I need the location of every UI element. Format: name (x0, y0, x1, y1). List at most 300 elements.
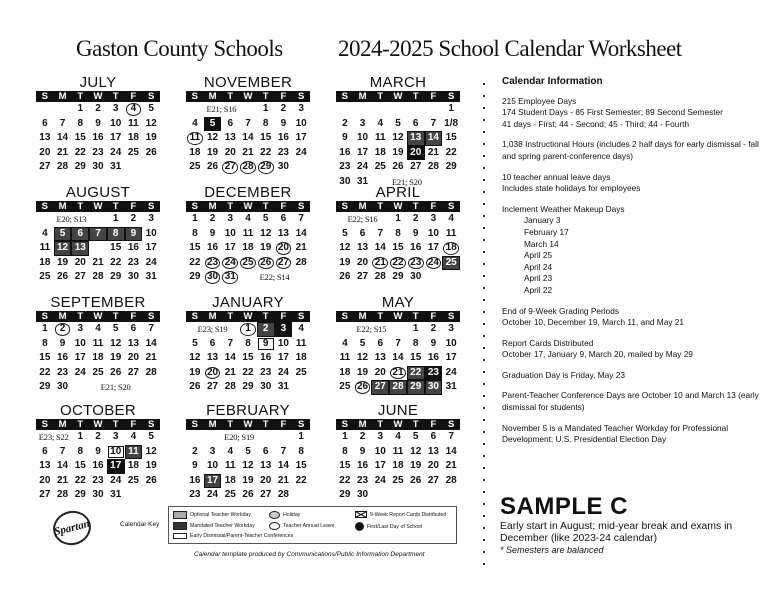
day-cell: 18 (39, 256, 51, 268)
info-line: 1,038 Instructional Hours (includes 2 half days for early dismissal - fall and spring parent-conference days) (502, 139, 759, 161)
day-cell: 16 (357, 460, 369, 471)
day-cell: 7 (430, 117, 437, 129)
day-count-note: E20; S19 (224, 432, 255, 442)
day-cell: 24 (295, 146, 307, 158)
day-cell: 3 (359, 117, 366, 129)
weekday-label: F (130, 419, 137, 430)
day-cell: 1 (42, 323, 48, 334)
weekday-label: T (412, 201, 419, 212)
key-firstlast-label: First/Last Day of School (367, 523, 423, 530)
day-cell: 16 (57, 352, 69, 363)
day-count-note: E23; S22 (38, 432, 69, 442)
day-cell: 26 (354, 380, 372, 395)
day-count-note: E23; S19 (197, 324, 228, 334)
weekday-label: W (243, 91, 253, 102)
weekday-label: S (341, 419, 349, 430)
day-cell: 11 (224, 460, 236, 471)
day-cell: 6 (280, 213, 287, 224)
day-cell: 2 (54, 322, 72, 337)
key-holiday (269, 511, 300, 519)
day-cell: 6 (430, 431, 437, 442)
month-name: MARCH (369, 74, 427, 91)
day-cell: 18 (339, 366, 351, 378)
day-cell: 2 (430, 323, 437, 334)
weekday-header (186, 311, 310, 322)
weekday-label: T (262, 91, 269, 102)
mandated-swatch-icon (173, 522, 187, 530)
day-cell: 7 (280, 445, 287, 457)
key-mandated (173, 522, 255, 530)
day-cell: 29 (242, 381, 254, 392)
info-line: Parent-Teacher Conference Days are October 10 and March 13 (early dismissal for students) (502, 390, 759, 413)
day-cell: 7 (59, 445, 66, 457)
day-cell: 20 (39, 146, 51, 158)
day-cell: 10 (427, 227, 439, 239)
sample-note: * Semesters are balanced (500, 545, 604, 555)
weekday-label: T (112, 201, 119, 212)
day-cell: 27 (39, 161, 51, 172)
day-cell: 24 (425, 256, 443, 271)
day-cell: 8 (245, 337, 251, 349)
day-cell: 24 (277, 366, 289, 378)
day-cell: 29 (339, 489, 351, 500)
day-cell: 9 (257, 337, 275, 352)
key-report (355, 511, 446, 518)
day-cell: 2 (280, 103, 287, 114)
day-cell: 27 (127, 366, 139, 378)
day-cell: 14 (145, 337, 157, 349)
day-cell: 17 (374, 460, 386, 471)
empty-cell (389, 102, 407, 117)
weekday-label: M (358, 311, 367, 322)
day-cell: 30 (357, 489, 369, 500)
day-cell: 22 (295, 474, 307, 486)
day-cell: 23 (92, 474, 104, 486)
day-cell: 26 (57, 271, 69, 282)
makeup-day: April 23 (524, 273, 553, 284)
day-cell: 16 (92, 460, 104, 471)
day-grid (186, 430, 310, 503)
day-cell: 13 (39, 132, 51, 143)
weekday-label: S (191, 311, 199, 322)
weekday-label: S (147, 311, 155, 322)
info-block (502, 390, 764, 413)
day-cell: 2 (192, 445, 198, 457)
day-cell: 3 (298, 103, 304, 114)
day-cell: 15 (392, 242, 404, 253)
info-line: October 17, January 9, March 20, mailed by May 29 (502, 349, 693, 360)
empty-cell (336, 102, 354, 117)
day-cell: 27 (357, 271, 369, 282)
weekday-label: T (262, 201, 269, 212)
day-cell: 31 (445, 381, 457, 392)
day-cell: 7 (448, 431, 454, 442)
day-cell: 28 (57, 489, 69, 500)
day-cell: 18 (392, 460, 404, 471)
info-block (502, 204, 764, 297)
weekday-label: S (191, 419, 199, 430)
day-cell: 3 (430, 213, 437, 224)
day-cell: 31 (277, 381, 289, 392)
day-cell: 25 (442, 256, 460, 271)
month-july (36, 74, 160, 175)
day-cell: 2 (209, 213, 216, 224)
month-march (336, 74, 460, 189)
day-cell: 1 (298, 431, 304, 442)
day-cell: 21 (57, 474, 69, 486)
day-cell: 4 (342, 337, 348, 349)
day-cell: 22 (389, 256, 407, 271)
day-cell: 11 (392, 445, 404, 457)
weekday-label: S (447, 201, 455, 212)
month-november (186, 74, 310, 175)
day-cell: 22 (110, 256, 122, 268)
day-cell: 19 (207, 146, 219, 158)
weekday-label: F (430, 201, 437, 212)
weekday-label: M (58, 419, 67, 430)
day-cell: 13 (127, 337, 139, 349)
key-holiday-label: Holiday (283, 512, 301, 518)
day-cell: 4 (377, 117, 384, 129)
firstlast-dot-icon (355, 522, 364, 531)
day-cell: 18 (92, 352, 104, 363)
day-cell: 13 (357, 242, 369, 253)
day-cell: 24 (207, 489, 219, 500)
day-cell: 27 (207, 381, 219, 392)
day-cell: 3 (377, 431, 384, 442)
key-optional-label: Optional Teacher Workday (190, 512, 251, 518)
day-cell: 20 (357, 256, 369, 268)
day-cell: 3 (112, 431, 119, 442)
day-cell: 5 (342, 227, 348, 239)
info-line: 10 teacher annual leave days (502, 171, 611, 182)
key-firstlast (355, 522, 422, 531)
day-cell: 17 (357, 146, 369, 158)
day-cell: 20 (427, 460, 439, 471)
weekday-label: W (393, 201, 403, 212)
day-grid (36, 430, 160, 503)
day-cell: 1 (112, 213, 119, 224)
weekday-label: W (93, 311, 103, 322)
day-cell: 16 (92, 132, 104, 143)
info-line: October 10, December 19, March 11, and May 21 (502, 317, 685, 328)
day-cell: 4 (125, 102, 143, 117)
org-title: Gaston County Schools (76, 36, 283, 61)
day-cell: 12 (207, 132, 219, 143)
day-cell: 28 (374, 271, 386, 282)
weekday-header (186, 91, 310, 102)
weekday-label: S (147, 201, 155, 212)
weekday-label: F (430, 91, 437, 102)
day-count-note: E22; S15 (356, 324, 387, 334)
weekday-label: T (112, 419, 119, 430)
weekday-header (36, 311, 160, 322)
day-cell: 7 (227, 337, 234, 349)
day-grid (186, 212, 310, 285)
key-annual (269, 522, 334, 530)
day-cell: 11 (125, 445, 143, 460)
day-grid (36, 322, 160, 395)
calendar-key-label: Calendar Key (120, 521, 160, 528)
holiday-oval-icon (269, 511, 280, 519)
day-cell: 19 (145, 460, 157, 471)
day-cell: 28 (445, 474, 457, 486)
weekday-label: T (77, 419, 84, 430)
weekday-label: T (112, 311, 119, 322)
day-cell: 18 (224, 474, 236, 486)
day-cell: 20 (74, 256, 86, 268)
day-cell: 2 (130, 213, 137, 224)
day-cell: 21 (371, 256, 389, 271)
day-cell: 16 (189, 474, 201, 486)
day-cell: 15 (260, 132, 272, 143)
day-cell: 23 (407, 256, 425, 271)
day-cell: 14 (57, 460, 69, 471)
day-cell: 11 (186, 131, 204, 146)
sample-panel (500, 494, 765, 556)
day-cell: 1 (412, 323, 419, 334)
weekday-label: F (130, 91, 137, 102)
day-cell: 22 (242, 366, 254, 378)
day-cell: 1 (239, 322, 257, 337)
day-cell: 23 (189, 489, 201, 500)
calendar-key (168, 506, 457, 544)
weekday-label: S (297, 311, 305, 322)
day-cell: 8 (395, 227, 401, 239)
day-cell: 31 (110, 489, 122, 500)
day-cell: 8 (77, 117, 84, 129)
day-cell: 17 (224, 242, 236, 253)
day-cell: 13 (427, 445, 439, 457)
day-cell: 21 (57, 146, 69, 158)
month-june (336, 402, 460, 503)
month-name: APRIL (375, 184, 421, 201)
day-cell: 15 (189, 242, 201, 253)
day-cell: 19 (145, 132, 157, 143)
day-cell: 6 (359, 227, 366, 239)
day-cell: 17 (74, 352, 86, 363)
day-cell: 8 (342, 445, 348, 457)
day-cell: 30 (57, 381, 69, 392)
day-cell: 6 (412, 117, 419, 129)
day-cell: 3 (148, 213, 154, 224)
weekday-header (36, 201, 160, 212)
day-cell: 17 (427, 242, 439, 253)
day-cell: 12 (410, 445, 422, 457)
day-cell: 7 (89, 227, 107, 242)
day-cell: 17 (295, 132, 307, 143)
month-may (336, 294, 460, 395)
day-cell: 5 (204, 117, 222, 132)
info-heading: Calendar Information (502, 76, 603, 87)
day-cell: 1 (448, 103, 454, 114)
info-line: 41 days - First; 44 - Second; 45 - Third; 44 - Fourth (502, 118, 690, 129)
weekday-label: T (377, 419, 384, 430)
day-cell: 12 (339, 242, 351, 253)
day-cell: 13 (71, 241, 89, 256)
day-cell: 4 (130, 431, 137, 442)
weekday-label: S (41, 201, 49, 212)
day-cell: 16 (410, 242, 422, 253)
info-line: Inclement Weather Makeup Days (502, 203, 625, 214)
day-cell: 5 (112, 323, 119, 334)
day-cell: 25 (92, 366, 104, 378)
optional-swatch-icon (173, 511, 187, 519)
weekday-label: S (41, 311, 49, 322)
weekday-label: S (297, 201, 305, 212)
day-cell: 30 (204, 270, 222, 285)
day-cell: 26 (257, 256, 275, 271)
day-cell: 14 (374, 242, 386, 253)
day-cell: 1 (77, 431, 84, 442)
day-cell: 20 (260, 474, 272, 486)
day-cell: 3 (112, 103, 119, 114)
day-cell: 10 (110, 117, 122, 129)
day-cell: 25 (339, 381, 351, 392)
day-cell: 1 (395, 213, 401, 224)
day-cell: 20 (374, 366, 386, 378)
weekday-label: T (262, 419, 269, 430)
day-cell: 5 (412, 431, 419, 442)
day-cell: 21 (242, 146, 254, 158)
day-cell: 5 (359, 337, 366, 349)
day-cell: 8 (42, 337, 48, 349)
day-cell: 22 (39, 366, 51, 378)
weekday-label: T (377, 311, 384, 322)
info-line: Report Cards Distributed (502, 337, 594, 348)
day-cell: 3 (77, 323, 84, 334)
weekday-label: S (147, 91, 155, 102)
day-cell: 27 (275, 256, 293, 271)
day-grid (336, 322, 460, 395)
day-cell: 7 (395, 337, 401, 349)
day-count-note: E21; S20 (100, 382, 131, 392)
day-cell: 2 (257, 322, 275, 337)
day-cell: 23 (425, 366, 443, 381)
day-cell: 15 (410, 352, 422, 363)
weekday-header (36, 91, 160, 102)
day-cell: 20 (127, 352, 139, 363)
weekday-label: F (430, 311, 437, 322)
day-cell: 10 (445, 337, 457, 349)
day-cell: 11 (339, 352, 351, 363)
weekday-label: S (297, 419, 305, 430)
month-name: NOVEMBER (203, 74, 293, 91)
day-grid (336, 212, 460, 285)
info-line: November 5 is a Mandated Teacher Workday for Professional Development; U.S. Presidential Election Day (502, 422, 729, 445)
day-cell: 5 (54, 227, 72, 242)
weekday-label: S (191, 201, 199, 212)
day-cell: 28 (224, 381, 236, 392)
key-early-label: Early Dismissal/Parent-Teacher Conferences (190, 533, 294, 539)
day-cell: 28 (427, 161, 439, 172)
day-cell: 26 (145, 146, 157, 158)
day-grid (186, 102, 310, 175)
weekday-label: W (93, 91, 103, 102)
day-cell: 26 (410, 474, 422, 486)
day-cell: 25 (224, 489, 236, 500)
day-cell: 19 (392, 146, 404, 158)
spartan-logo: Spartan (49, 507, 94, 549)
day-cell: 10 (207, 460, 219, 471)
day-cell: 9 (125, 227, 143, 242)
day-cell: 10 (357, 132, 369, 143)
day-cell: 4 (448, 213, 454, 224)
day-cell: 25 (392, 474, 404, 486)
day-cell: 26 (145, 474, 157, 486)
day-cell: 30 (410, 271, 422, 282)
info-block (502, 306, 764, 329)
day-cell: 1 (342, 431, 348, 442)
day-cell: 31 (110, 161, 122, 172)
day-cell: 4 (245, 213, 251, 224)
day-cell: 17 (445, 352, 457, 363)
day-cell: 14 (277, 460, 289, 471)
day-cell: 23 (127, 256, 139, 268)
day-cell: 16 (207, 242, 219, 253)
worksheet-title: 2024-2025 School Calendar Worksheet (338, 36, 682, 61)
day-cell: 21 (389, 366, 407, 381)
day-count-note: E22; S16 (347, 214, 378, 224)
day-cell: 27 (39, 489, 51, 500)
day-cell: 31 (145, 271, 157, 282)
info-line: 215 Employee Days (502, 95, 577, 106)
weekday-label: M (358, 91, 367, 102)
day-cell: 24 (357, 161, 369, 172)
day-cell: 23 (260, 366, 272, 378)
day-cell: 5 (192, 337, 198, 349)
day-cell: 30 (277, 161, 289, 172)
day-cell: 14 (224, 352, 236, 363)
day-cell: 14 (295, 227, 307, 239)
day-cell: 19 (189, 366, 201, 378)
early-swatch-icon (173, 533, 187, 539)
weekday-label: S (447, 419, 455, 430)
key-report-label: 9-Week Report Cards Distributed (370, 511, 447, 518)
day-cell: 11 (128, 117, 139, 129)
weekday-label: M (358, 201, 367, 212)
day-cell: 26 (189, 381, 201, 392)
day-cell: 2 (412, 213, 419, 224)
day-cell: 9 (342, 132, 348, 143)
day-cell: 25 (127, 146, 139, 158)
key-early (173, 533, 293, 539)
month-name: SEPTEMBER (50, 294, 146, 311)
info-block (502, 338, 764, 361)
day-cell: 29 (189, 271, 201, 282)
day-cell: 29 (74, 161, 86, 172)
day-count-note: E21; S16 (206, 104, 237, 114)
day-cell: 10 (295, 117, 307, 129)
day-cell: 10 (107, 445, 125, 460)
day-cell: 15 (445, 132, 457, 143)
month-name: AUGUST (65, 184, 131, 201)
weekday-label: S (41, 91, 49, 102)
day-cell: 19 (357, 366, 369, 378)
month-april (336, 184, 460, 285)
day-cell: 24 (374, 474, 386, 486)
day-cell: 12 (260, 227, 272, 239)
day-cell: 10 (277, 337, 289, 349)
day-cell: 10 (374, 445, 386, 457)
empty-cell (36, 102, 54, 117)
day-cell: 1/8 (444, 117, 459, 129)
day-cell: 14 (57, 132, 69, 143)
day-cell: 6 (71, 227, 89, 242)
day-cell: 17 (110, 132, 122, 143)
month-october (36, 402, 160, 503)
day-count-note: E20; S13 (56, 214, 87, 224)
